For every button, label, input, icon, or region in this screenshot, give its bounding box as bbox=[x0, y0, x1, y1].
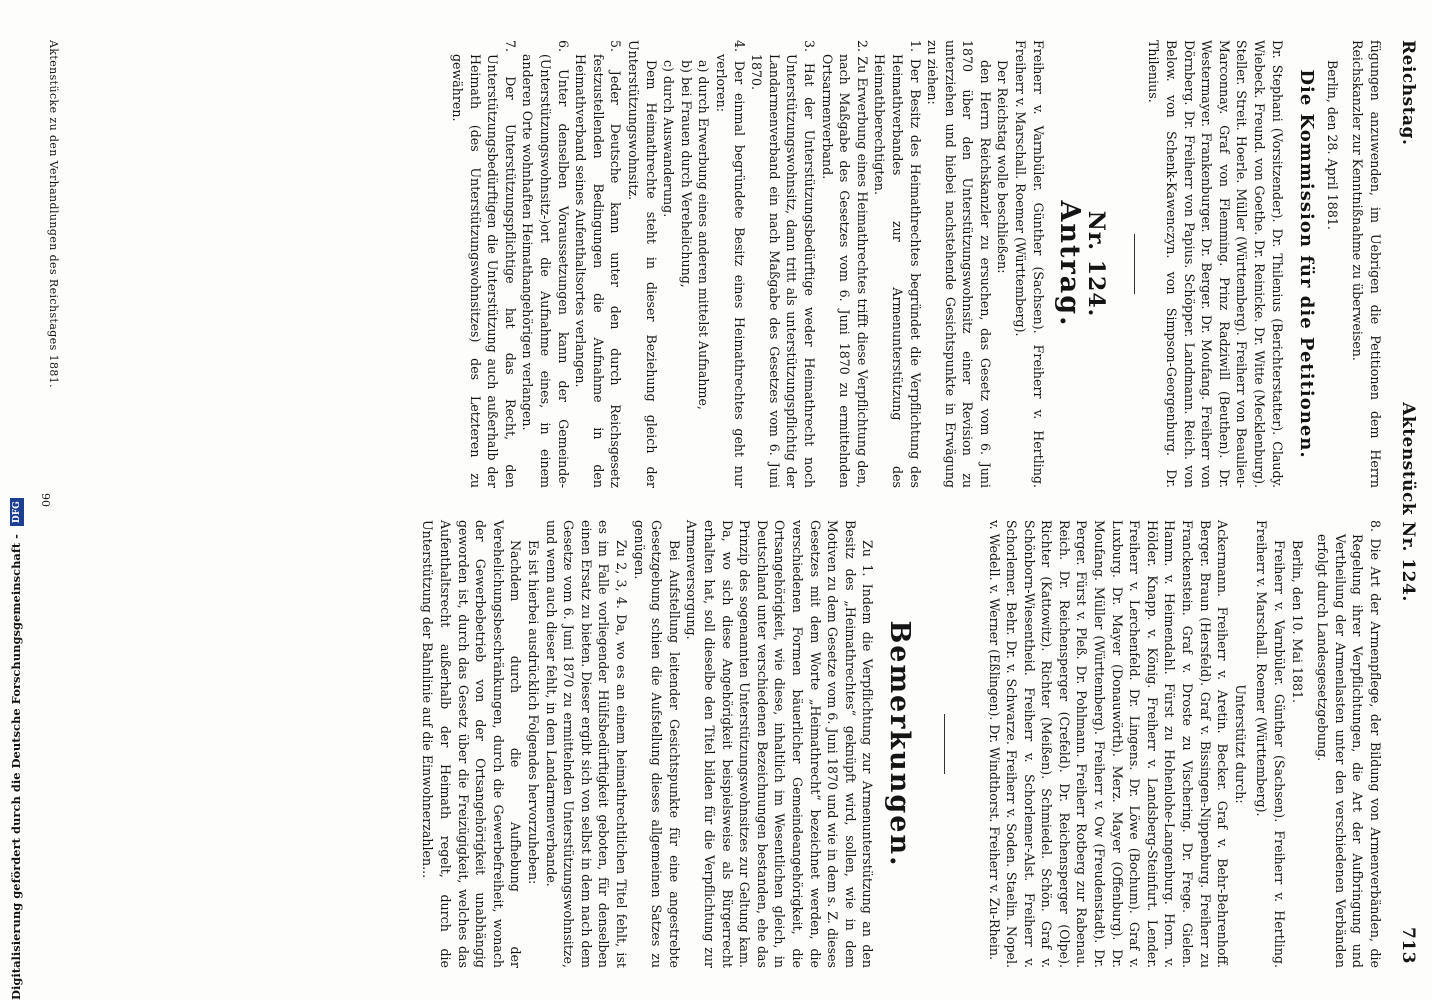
commission-title: Die Kommission für die Petitionen. bbox=[1296, 69, 1318, 459]
bemerkungen-heading: Bemerkungen. bbox=[883, 620, 915, 868]
left-column bbox=[449, 40, 1385, 488]
sub-item: a) durch Erwerbung eines anderen mittelst Aufnahme, bbox=[696, 60, 712, 410]
divider bbox=[1134, 234, 1135, 294]
digitization-credit bbox=[4, 0, 28, 1000]
list-item: 1. Der Besitz des Heimathrechtes begründet die Verpflichtung des Heimathverbandes zur Armenunterstützung des Heimathberechtigten. bbox=[872, 40, 923, 488]
date-line: Berlin, den 28. April 1881. bbox=[1324, 60, 1340, 230]
paragraph: Zu 1. Indem die Verpflichtung zur Armenunterstützung an den Besitz des „Heimathrechtes“ geknüpft wird, sollen, wie in dem Motiven zu dem Gesetze vom 6. Juni 1870 und wie in dem s. Z. dieses Gesetzes mit dem Worte „Heimathrecht“ bezeichnet werden, die verschiedenen Formen bäuerlicher Gemeindeangehörigkeit, die Ortsangehörigkeit, wie diese, inhaltlich im Wesentlichen gleich, in Deutschland unter verschiedenen Bezeichnungen bestanden, ehe das Prinzip des sogenannten Unterstützungswohnsitzes zur Geltung kam. Da, wo sich diese Angehörigkeit beispielsweise als Bürgerrecht erhalten hat, soll dieselbe den Titel bilden für die Verpflichtung zur Armenversorgung. bbox=[684, 520, 876, 968]
sub-item: b) bei Frauen durch Verehelichung, bbox=[678, 60, 694, 288]
supported-by-label: Unterstützt durch: bbox=[1232, 684, 1248, 804]
paragraph: Zu 2, 3, 4. Da, wo es an einem heimathrechtlichen Titel fehlt, ist es im Falle vorliegender Hülfsbedürftigkeit geboten, für denselben einen Ersatz zu bieten. Dieser ergibt sich von selbst in dem nach dem Gesetze vom 6. Juni 1870 zu ermittelnden Unterstützungswohnsitze, und wenn auch dieser fehlt, in dem Landarmenverbande. bbox=[543, 520, 630, 968]
paragraph: Bei Aufstellung leitender Gesichtspunkte für eine angestrebte Gesetzgebung schien die Aufstellung dieses allgemeinen Satzes zu genügen. bbox=[631, 520, 682, 968]
list-item: 6. Unter denselben Voraussetzungen kann der Gemeinde-(Unterstützungswohnsitz-)ort die Aufnahme eines, in einem anderen Orte wohnhaften Heimathangehörigen verlangen. bbox=[520, 40, 571, 488]
signers: Freiherr v. Varnbüler. Günther (Sachsen). Freiherr v. Hertling. Freiherr v. Marschall. Roemer (Württemberg). bbox=[1254, 520, 1288, 968]
header-page-number: 713 bbox=[1398, 927, 1418, 964]
motion-text: den Herrn Reichskanzler zu ersuchen, das Gesetz vom 6. Juni 1870 über den Unterstützungswohnsitz einer Revision zu unterziehen und hiebei nachstehende Gesichtspunkte in Erwägung zu ziehen: bbox=[925, 40, 993, 488]
paragraph: Nachdem durch die Aufhebung der Verehelichungsbeschränkungen, durch die Gewerbefreiheit, wonach der Gewerbebetrieb von der Ortsangehörigkeit unabhängig geworden ist, durch das Gesetz über die Freizügigkeit, welches das Aufenthaltsrecht außerhalb der Heimath regelt, durch die Unterstützung der Bahnlinie auf die Einwohnerzahlen... bbox=[420, 520, 524, 968]
supporters-list: Ackermann. Freiherr v. Aretin. Becker. Graf v. Behr-Behrenhoff. Berger. Braun (Hersfeld). Graf v. Bissingen-Nippenburg. Freiherr zu Franckenstein. Graf v. Droste zu Vischering. Dr. Frege. Gielen. Hamm. v. Heimendahl. Fürst zu Hohenlohe-Langenburg. Horn. v. Hölder. Knapp. v. König. Freiherr v. Landsberg-Steinfurt. Lender. Freiherr v. Lerchenfeld. Dr. Lingens. Dr. Löwe (Bochum). Graf v. Luxburg. Dr. Mayer (Donauwörth). Merz. Mayer (Offenburg). Dr. Moufang. Müller (Württemberg). Freiherr v. Ow (Freudenstadt). Dr. Perger. Fürst v. Pleß. Dr. Pohlmann. Freiherr Rotberg zur Rabenau. Reich. Dr. Reichensperger (Crefeld). Dr. Reichensperger (Olpe). Richter (Kattowitz). Richter (Meißen). Schmiedel. Schön. Graf v. Schönborn-Wiesentheid. Freiherr v. Schorlemer-Alst. Freiherr v. Schorlemer. Behr. Dr. v. Schwarze. Freiherr v. Soden. Staelin. Nopel. v. Wedell. v. Werner (Eßlingen). Dr. Windthorst. Freiherr v. Zu-Rhein. bbox=[986, 520, 1231, 968]
header-title: Aktenstück Nr. 124. bbox=[1398, 402, 1418, 602]
list-item: 7. Der Unterstützungspflichtige hat das Recht, den Unterstützungsbedürftigen die Unterstützung auch außerhalb der Heimath (des Unterstützungswohnsitzes) des Letzteren zu gewähren. bbox=[450, 40, 518, 488]
footnote: Aktenstücke zu den Verhandlungen des Reichstages 1881. bbox=[47, 40, 60, 389]
right-column bbox=[419, 520, 1384, 968]
movers: Freiherr v. Varnbüler. Günther (Sachsen). Freiherr v. Hertling. Freiherr v. Marschall. Roemer (Württemberg). bbox=[1013, 40, 1046, 488]
credit-text: Digitalisierung gefördert durch die Deutsche Forschungsgemeinschaft - bbox=[9, 534, 23, 1000]
document-number: Nr. 124. bbox=[1082, 210, 1109, 318]
sub-item: c) durch Auswanderung. bbox=[661, 60, 677, 218]
list-item: 8. Die Art der Armenpflege, der Bildung von Armenverbänden, die Regelung ihrer Verpflichtungen, die Art der Aufbringung und Vertheilung der Armenlasten unter den verschiedenen Verbänden erfolgt durch Landesgesetzgebung. bbox=[1315, 520, 1383, 968]
intro-text: fügungen anzuwenden, im Uebrigen die Petitionen dem Herrn Reichskanzler zur Kenntnißnahme zu überweisen. bbox=[1350, 40, 1383, 488]
date-line: Berlin, den 10. Mai 1881. bbox=[1289, 540, 1305, 704]
dfg-logo: DFG bbox=[10, 498, 24, 526]
list-item: 2. Zu Erwerbung eines Heimathrechtes trifft diese Verpflichtung den, nach Maßgabe des Gesetzes vom 6. Juni 1870 zu ermittelnden Ortsarmenverband. bbox=[819, 40, 870, 488]
page-number: 90 bbox=[39, 493, 52, 507]
running-header bbox=[1392, 40, 1418, 964]
antrag-heading: Antrag. bbox=[1054, 200, 1086, 328]
list-item: 4. Der einmal begründete Besitz eines Heimathrechtes geht nur verloren: bbox=[714, 40, 747, 488]
commission-members: Dr. Stephani (Vorsitzender). Dr. Thilenius (Berichterstatter). Claudy. Wiebeck. Freund. von Goethe. Dr. Reinicke. Dr. Witte (Mecklenburg). Steller. Streit. Hoerle. Müller (Württemberg). Freiherr von Beaulieu-Marconnay. Graf von Flemming. Prinz Radziwill (Beuthen). Dr. Westermayer. Frankenburger. Dr. Berger. Dr. Moufang. Freiherr von Dörnberg. Dr. Freiherr von Papius. Schöpper. Landmann. Reich. von Below. von Schenk-Kawenczyn. von Simpson-Georgenburg. Dr. Thilenius. bbox=[1146, 40, 1285, 488]
divider bbox=[944, 714, 945, 774]
header-left: Reichstag. bbox=[1398, 40, 1418, 146]
list-item: 3. Hat der Unterstützungsbedürftige weder Heimathrecht noch Unterstützungswohnsitz, dann tritt als unterstützungspflichtig der Landarmenverband ein nach Maßgabe des Gesetzes vom 6. Juni 1870. bbox=[749, 40, 817, 488]
paragraph: Es ist hierbei ausdrücklich Folgendes hervorzuheben: bbox=[526, 540, 542, 885]
list-item: 5. Jeder Deutsche kann unter den durch Reichsgesetz festzustellenden Bedingungen die Aufnahme in den Heimathverband seines Aufenthaltsortes verlangen. bbox=[573, 40, 624, 488]
list-item: Dem Heimathrechte steht in dieser Beziehung gleich der Unterstützungswohnsitz. bbox=[626, 40, 659, 488]
resolution-intro: Der Reichstag wolle beschließen: bbox=[995, 60, 1011, 274]
